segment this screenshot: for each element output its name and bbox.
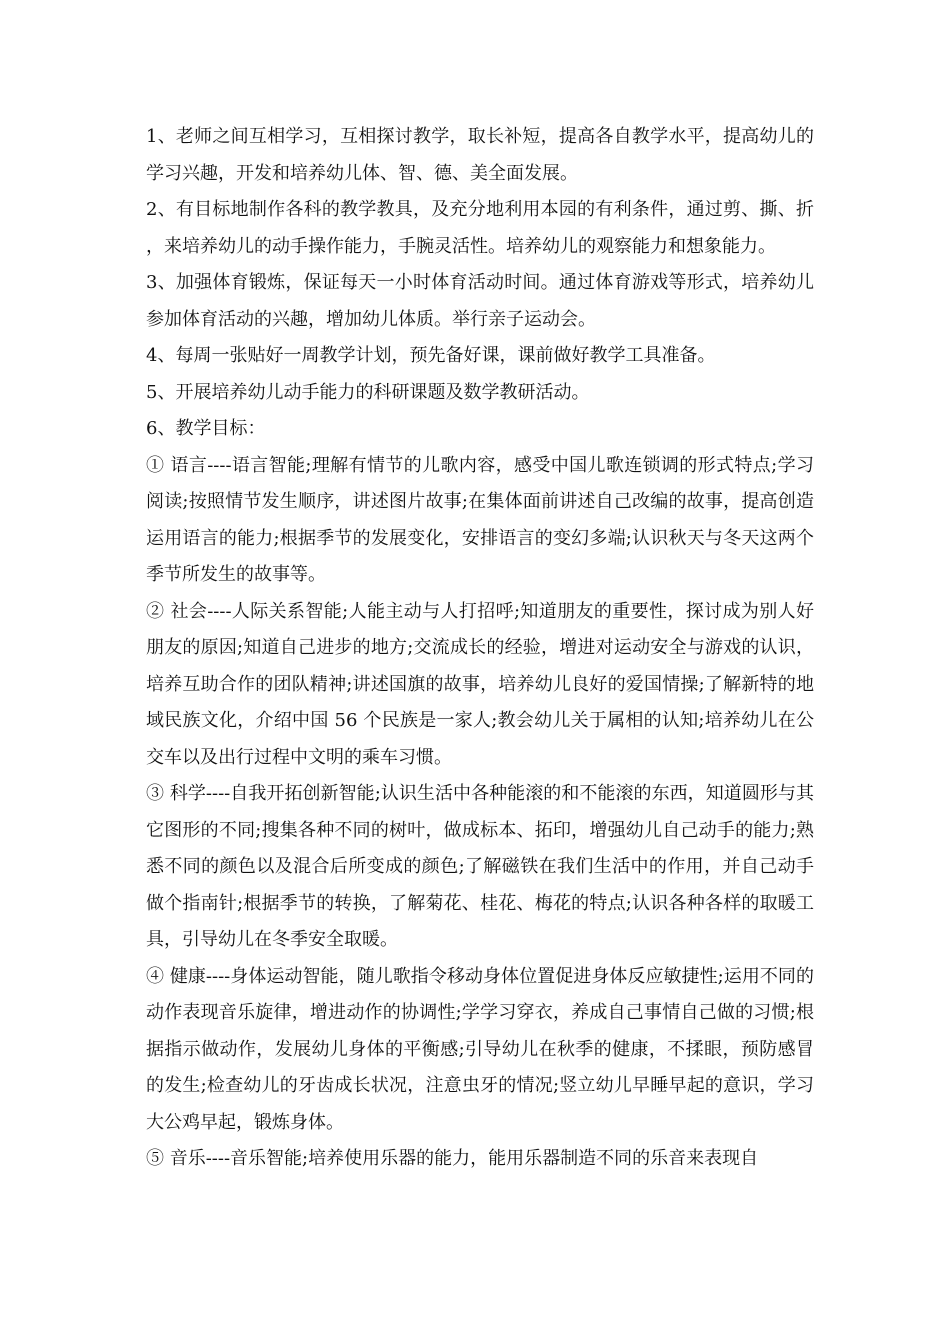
document-body (146, 119, 814, 1178)
paragraph-item-2: 2、有目标地制作各科的教学教具，及充分地利用本园的有利条件，通过剪、撕、折，来培养幼儿的动手操作能力，手腕灵活性。培养幼儿的观察能力和想象能力。 (146, 199, 814, 257)
paragraph-goal-music: ⑤ 音乐----音乐智能;培养使用乐器的能力，能用乐器制造不同的乐音来表现自 (146, 1148, 759, 1169)
paragraph-goal-language: ① 语言----语言智能;理解有情节的儿歌内容，感受中国儿歌连锁调的形式特点;学习阅读;按照情节发生顺序，讲述图片故事;在集体面前讲述自己改编的故事，提高创造运用语言的能力;根据季节的发展变化，安排语言的变幻多端;认识秋天与冬天这两个季节所发生的故事等。 (146, 454, 814, 585)
paragraph-goal-health: ④ 健康----身体运动智能，随儿歌指令移动身体位置促进身体反应敏捷性;运用不同的动作表现音乐旋律，增进动作的协调性;学学习穿衣，养成自己事情自己做的习惯;根据指示做动作，发展幼儿身体的平衡感;引导幼儿在秋季的健康，不揉眼，预防感冒的发生;检查幼儿的牙齿成长状况，注意虫牙的情况;竖立幼儿早睡早起的意识，学习大公鸡早起，锻炼身体。 (146, 965, 814, 1133)
paragraph-item-4: 4、每周一张贴好一周教学计划，预先备好课，课前做好教学工具准备。 (146, 345, 716, 366)
paragraph-item-3: 3、加强体育锻炼，保证每天一小时体育活动时间。通过体育游戏等形式，培养幼儿参加体育活动的兴趣，增加幼儿体质。举行亲子运动会。 (146, 272, 814, 330)
paragraph-item-5: 5、开展培养幼儿动手能力的科研课题及数学教研活动。 (146, 381, 590, 403)
paragraph-item-1: 1、老师之间互相学习，互相探讨教学，取长补短，提高各自教学水平，提高幼儿的学习兴趣，开发和培养幼儿体、智、德、美全面发展。 (146, 126, 814, 184)
paragraph-goal-society: ② 社会----人际关系智能;人能主动与人打招呼;知道朋友的重要性，探讨成为别人好朋友的原因;知道自己进步的地方;交流成长的经验，增进对运动安全与游戏的认识，培养互助合作的团队精神;讲述国旗的故事，培养幼儿良好的爱国情操;了解新特的地域民族文化，介绍中国 56 个民族是一家人;教会幼儿关于属相的认知;培养幼儿在公交车以及出行过程中文明的乘车习惯。 (146, 600, 814, 768)
paragraph-goal-science: ③ 科学----自我开拓创新智能;认识生活中各种能滚的和不能滚的东西，知道圆形与其它图形的不同;搜集各种不同的树叶，做成标本、拓印，增强幼儿自己动手的能力;熟悉不同的颜色以及混合后所变成的颜色;了解磁铁在我们生活中的作用，并自己动手做个指南针;根据季节的转换，了解菊花、桂花、梅花的特点;认识各种各样的取暖工具，引导幼儿在冬季安全取暖。 (146, 783, 814, 950)
paragraph-heading-goals: 6、教学目标： (146, 418, 266, 439)
